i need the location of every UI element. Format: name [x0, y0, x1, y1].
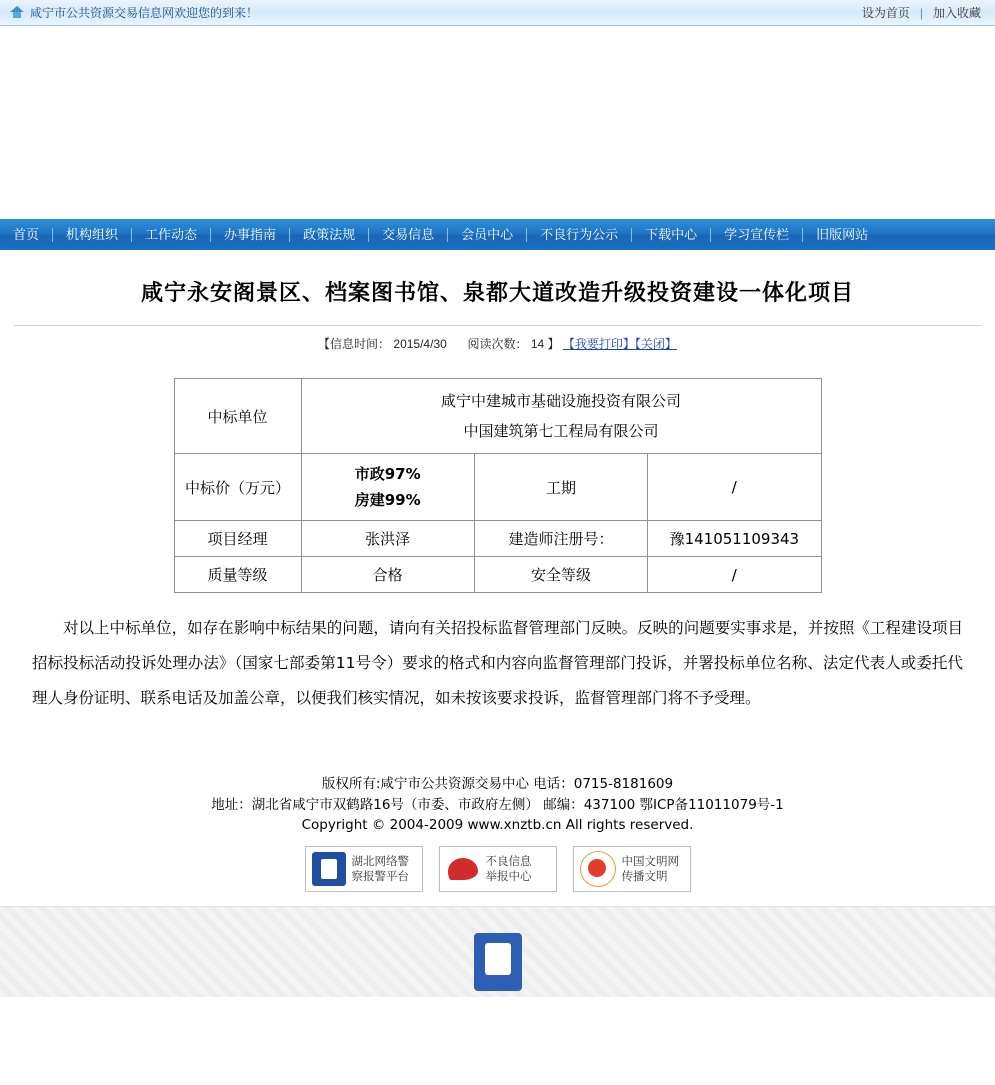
- cell-winner-label: 中标单位: [174, 379, 301, 454]
- site-banner: [0, 26, 995, 219]
- add-favorite-link[interactable]: 加入收藏: [932, 6, 981, 20]
- nav-divider: [710, 228, 711, 242]
- price-line-1: 市政97%: [354, 465, 421, 483]
- cell-manager-value: 张洪泽: [301, 521, 474, 557]
- price-line-2: 房建99%: [354, 491, 421, 509]
- article-content: [0, 250, 995, 892]
- nav-item-study[interactable]: 学习宣传栏: [724, 227, 790, 242]
- badge-civilization-line2: 传播文明: [621, 869, 668, 884]
- meta-views-count: 14: [530, 337, 545, 351]
- report-badge-icon: [446, 852, 480, 886]
- set-homepage-link[interactable]: 设为首页: [861, 6, 910, 20]
- cell-safety-label: 安全等级: [474, 557, 647, 593]
- footer-line-copyright: Copyright © 2004-2009 www.xnztb.cn All rights reserved.: [301, 817, 694, 834]
- nav-divider: [52, 228, 53, 242]
- footer-line-copyright-owner: 版权所有:咸宁市公共资源交易中心 电话：0715-8181609: [321, 775, 674, 792]
- article-body: [32, 611, 963, 716]
- top-bar-left: [10, 4, 258, 21]
- badge-civilization[interactable]: [573, 846, 691, 892]
- cell-duration-value: /: [648, 454, 821, 521]
- floating-police-icon[interactable]: [474, 933, 522, 991]
- nav-divider: [447, 228, 448, 242]
- article-body-paragraph: 对以上中标单位，如存在影响中标结果的问题，请向有关招投标监督管理部门反映。反映的问题要实事求是，并按照《工程建设项目招标投标活动投诉处理办法》（国家七部委第11号令）要求的格式和内容向监督管理部门投诉，并署投标单位名称、法定代表人或委托代理人身份证明、联系电话及加盖公章，以便我们核实情况，如未按该要求投诉，监督管理部门将不予受理。: [32, 619, 963, 707]
- cell-manager-label: 项目经理: [174, 521, 301, 557]
- badge-police-text: [352, 854, 410, 885]
- nav-item-home[interactable]: 首页: [13, 227, 40, 242]
- main-navigation: [0, 219, 995, 250]
- home-icon: [10, 6, 24, 19]
- nav-item-trade-info[interactable]: 交易信息: [382, 227, 435, 242]
- top-bar: [0, 0, 995, 26]
- police-badge-icon: [312, 852, 346, 886]
- nav-divider: [368, 228, 369, 242]
- nav-divider: [289, 228, 290, 242]
- civilization-badge-icon: [580, 851, 616, 887]
- meta-views-label: 阅读次数：: [467, 337, 528, 351]
- badge-police-line2: 察报警平台: [351, 869, 409, 884]
- page-title: 咸宁永安阁景区、档案图书馆、泉都大道改造升级投资建设一体化项目: [140, 281, 854, 306]
- nav-divider: [526, 228, 527, 242]
- badge-report-line1: 不良信息: [485, 853, 532, 868]
- print-link[interactable]: 【我要打印】: [562, 337, 635, 351]
- nav-item-bad-behavior[interactable]: 不良行为公示: [540, 227, 619, 242]
- cell-price-value: [301, 454, 474, 521]
- bid-result-table: [174, 378, 822, 593]
- nav-item-download[interactable]: 下载中心: [645, 227, 698, 242]
- site-footer: [10, 774, 985, 893]
- meta-time-label: 【信息时间：: [318, 337, 391, 351]
- nav-divider: [631, 228, 632, 242]
- table-row: [174, 454, 821, 521]
- cell-duration-label: 工期: [474, 454, 647, 521]
- footer-badges: [10, 846, 985, 892]
- welcome-text: 咸宁市公共资源交易信息网欢迎您的到来！: [30, 6, 259, 20]
- meta-bracket-close: 】: [547, 337, 560, 351]
- footer-line-address: 地址：湖北省咸宁市双鹤路16号（市委、市政府左侧） 邮编：437100 鄂ICP备11011079号-1: [211, 796, 784, 813]
- winner-line-2: 中国建筑第七工程局有限公司: [463, 422, 659, 440]
- meta-date: 2015/4/30: [393, 337, 447, 351]
- cell-quality-label: 质量等级: [174, 557, 301, 593]
- cell-license-label: 建造师注册号：: [474, 521, 647, 557]
- nav-divider: [210, 228, 211, 242]
- nav-item-member-center[interactable]: 会员中心: [461, 227, 514, 242]
- close-link[interactable]: 【关闭】: [634, 337, 677, 351]
- badge-police[interactable]: [305, 846, 423, 892]
- nav-item-organization[interactable]: 机构组织: [66, 227, 119, 242]
- table-row: [174, 379, 821, 454]
- nav-divider: [131, 228, 132, 242]
- badge-civilization-text: [622, 854, 680, 885]
- badge-civilization-line1: 中国文明网: [621, 853, 679, 868]
- badge-police-line1: 湖北网络警: [351, 853, 409, 868]
- table-row: [174, 557, 821, 593]
- nav-item-work-news[interactable]: 工作动态: [145, 227, 198, 242]
- cell-winner-value: [301, 379, 821, 454]
- badge-report-line2: 举报中心: [485, 869, 532, 884]
- nav-item-guide[interactable]: 办事指南: [224, 227, 277, 242]
- badge-report-text: [486, 854, 532, 885]
- cell-license-value: 豫141051109343: [648, 521, 821, 557]
- cell-quality-value: 合格: [301, 557, 474, 593]
- nav-item-old-site[interactable]: 旧版网站: [816, 227, 869, 242]
- page-bottom-texture: [0, 906, 995, 997]
- nav-divider: [802, 228, 803, 242]
- cell-price-label: 中标价（万元）: [174, 454, 301, 521]
- top-bar-right: [862, 4, 981, 21]
- topbar-separator: |: [919, 5, 923, 20]
- article-meta: [10, 326, 985, 356]
- cell-safety-value: /: [648, 557, 821, 593]
- table-row: [174, 521, 821, 557]
- badge-report[interactable]: [439, 846, 557, 892]
- nav-item-policy[interactable]: 政策法规: [303, 227, 356, 242]
- winner-line-1: 咸宁中建城市基础设施投资有限公司: [440, 392, 681, 410]
